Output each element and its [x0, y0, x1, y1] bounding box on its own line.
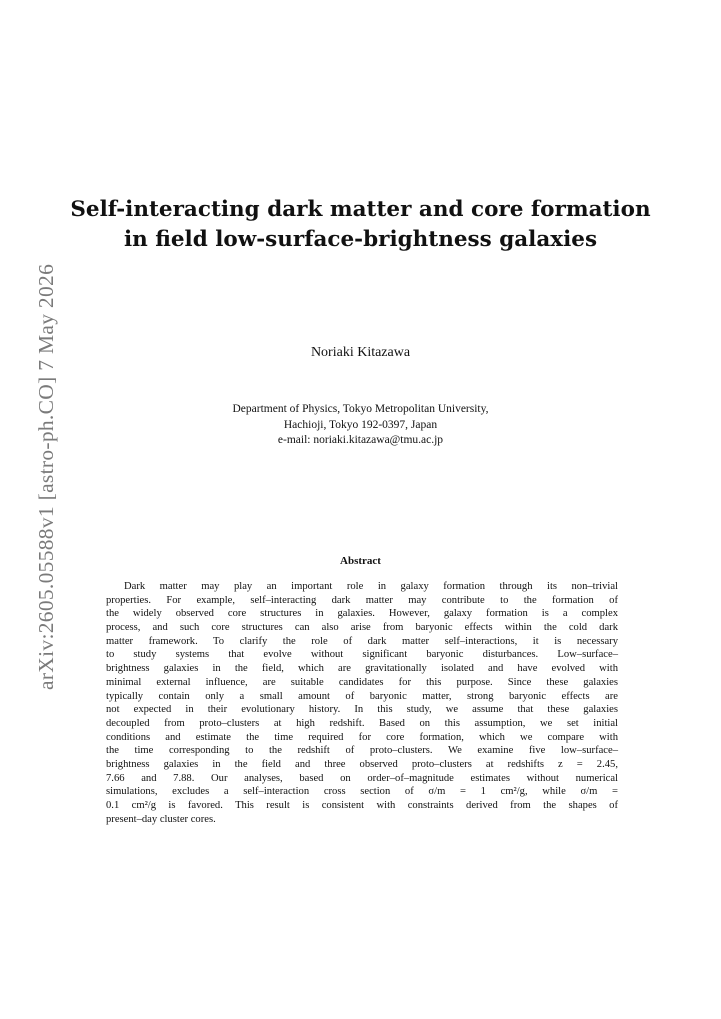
abstract-line: brightness galaxies in the field, which are gravitationally isolated and have evolved with — [106, 663, 618, 675]
author-name: Noriaki Kitazawa — [310, 345, 411, 360]
abstract-line: properties. For example, self–interacting dark matter may contribute to the formation of — [106, 594, 618, 606]
abstract-line: to study systems that evolve without significant baryonic disturbances. Low–surface– — [106, 649, 618, 661]
abstract-line: the widely observed core structures in galaxies. However, galaxy formation is a complex — [106, 608, 618, 620]
abstract-line: present–day cluster cores. — [106, 813, 216, 825]
affiliation-address: Hachioji, Tokyo 192-0397, Japan — [283, 418, 438, 431]
abstract-line: brightness galaxies in the field and three observed proto–clusters at redshifts z = 2.45, — [106, 758, 618, 770]
abstract-line: the time corresponding to the redshift of proto–clusters. We examine five low–surface– — [106, 745, 618, 757]
abstract-line: minimal external influence, are suitable candidates for this purpose. Since these galaxies — [106, 676, 618, 688]
title-line-2: in field low-surface-brightness galaxies — [123, 227, 598, 252]
abstract-line: matter framework. To clarify the role of dark matter self–interactions, it is necessary — [106, 635, 618, 647]
abstract-line: Dark matter may play an important role in galaxy formation through its non–trivial — [124, 581, 618, 592]
abstract-line: process, and such core structures can also arise from baryonic effects within the cold dark — [106, 622, 618, 634]
abstract-line: not expected in their evolutionary history. In this study, we assume that these galaxies — [106, 704, 618, 716]
affiliation-email: e-mail: noriaki.kitazawa@tmu.ac.jp — [277, 434, 444, 446]
abstract-line: typically contain only a small amount of baryonic matter, strong baryonic effects are — [106, 690, 618, 702]
abstract-line: conditions and estimate the time required for core formation, which we compare with — [106, 731, 618, 743]
affiliation-department: Department of Physics, Tokyo Metropolitan University, — [232, 403, 489, 415]
abstract-line: simulations, excludes a self–interaction cross section of σ/m = 1 cm²/g, while σ/m = — [106, 786, 618, 798]
arxiv-identifier-stamp: arXiv:2605.05588v1 [astro-ph.CO] 7 May 2026 — [34, 263, 58, 690]
abstract-line: decoupled from proto–clusters at high redshift. Based on this assumption, we set initial — [106, 717, 618, 729]
title-line-1: Self-interacting dark matter and core formation — [70, 197, 651, 222]
abstract-line: 7.66 and 7.88. Our analyses, based on order–of–magnitude estimates without numerical — [106, 772, 618, 784]
abstract-line: 0.1 cm²/g is favored. This result is consistent with constraints derived from the shapes of — [106, 800, 618, 811]
abstract-heading: Abstract — [340, 555, 381, 567]
paper-title — [50, 195, 671, 255]
abstract-body — [106, 580, 618, 826]
author-affiliation — [0, 402, 721, 449]
